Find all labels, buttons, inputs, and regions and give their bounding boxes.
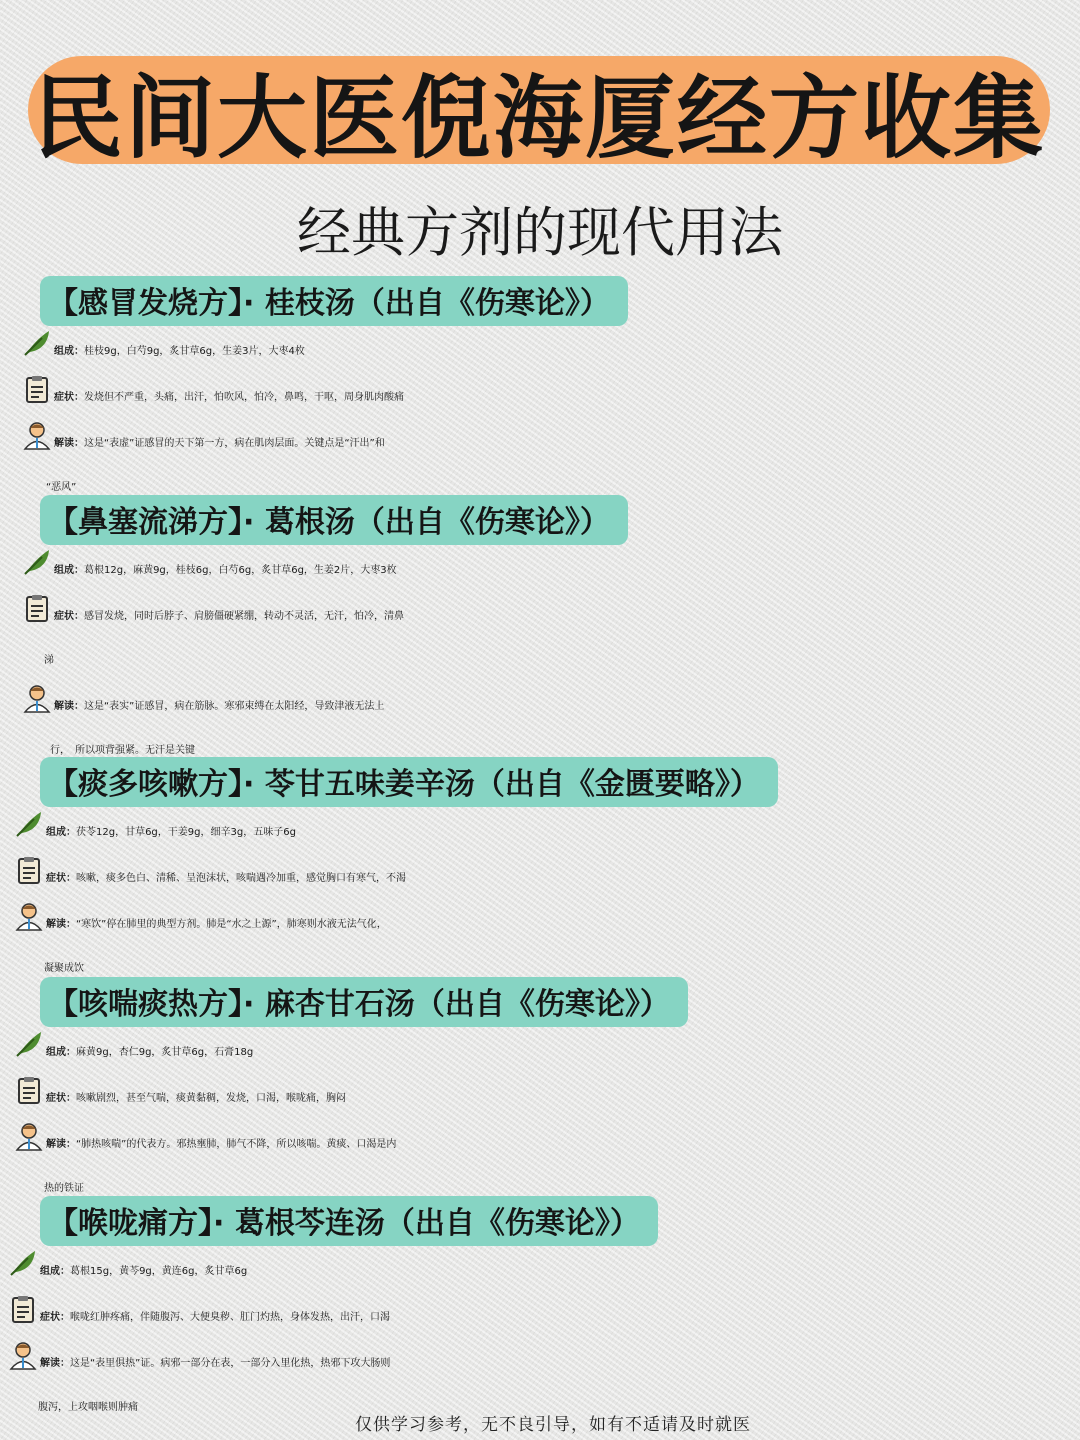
symptoms-label: 症状： <box>46 873 76 884</box>
interpret-text: “寒饮”停在肺里的典型方剂。肺是“水之上源”，肺寒则水液无法气化， <box>76 919 387 930</box>
leaf-icon <box>8 1248 38 1278</box>
interpret-continuation: 腹泻，上攻咽喉则肿痛 <box>38 1402 138 1413</box>
leaf-icon <box>22 547 52 577</box>
leaf-icon <box>14 809 44 839</box>
composition-row <box>0 547 1080 593</box>
formula-section-1 <box>0 276 1080 510</box>
clipboard-icon <box>14 855 44 885</box>
interpret-text: 这是“表虚”证感冒的天下第一方，病在肌肉层面。关键点是“汗出”和 <box>84 438 385 449</box>
doctor-icon <box>14 1121 44 1151</box>
composition-row <box>0 1248 1080 1294</box>
interpret-label: 解读： <box>46 1139 76 1150</box>
section-heading: 【咳喘痰热方】· 麻杏甘石汤（出自《伤寒论》） <box>40 977 688 1027</box>
interpret-row <box>0 1121 1080 1167</box>
composition-label: 组成： <box>46 827 76 838</box>
symptoms-text: 咳嗽剧烈，甚至气喘，痰黄黏稠，发烧，口渴，喉咙痛，胸闷 <box>76 1093 346 1104</box>
symptoms-row <box>0 374 1080 420</box>
doctor-icon <box>22 420 52 450</box>
interpret-text: “肺热咳喘”的代表方。邪热壅肺，肺气不降，所以咳喘。黄痰、口渴是内 <box>76 1139 397 1150</box>
section-heading: 【痰多咳嗽方】· 苓甘五味姜辛汤（出自《金匮要略》） <box>40 757 778 807</box>
symptoms-text: 喉咙红肿疼痛，伴随腹泻、大便臭秽、肛门灼热，身体发热，出汗，口渴 <box>70 1312 390 1323</box>
symptoms-row <box>0 593 1080 639</box>
composition-row <box>0 328 1080 374</box>
clipboard-icon <box>22 593 52 623</box>
composition-text: 葛根12g，麻黄9g，桂枝6g，白芍6g，炙甘草6g，生姜2片，大枣3枚 <box>84 565 397 576</box>
interpret-row <box>0 1340 1080 1386</box>
symptoms-label: 症状： <box>46 1093 76 1104</box>
clipboard-icon <box>14 1075 44 1105</box>
composition-text: 桂枝9g，白芍9g，炙甘草6g，生姜3片，大枣4枚 <box>84 346 305 357</box>
interpret-text: 这是“表实”证感冒，病在筋脉。寒邪束缚在太阳经，导致津液无法上 <box>84 701 385 712</box>
doctor-icon <box>22 683 52 713</box>
interpret-label: 解读： <box>54 438 84 449</box>
symptoms-label: 症状： <box>54 611 84 622</box>
composition-row <box>0 809 1080 855</box>
composition-label: 组成： <box>40 1266 70 1277</box>
doctor-icon <box>14 901 44 931</box>
clipboard-icon <box>8 1294 38 1324</box>
formula-section-4 <box>0 977 1080 1211</box>
interpret-row <box>0 683 1080 729</box>
interpret-continuation: “恶风” <box>46 482 77 493</box>
composition-label: 组成： <box>54 565 84 576</box>
composition-text: 麻黄9g，杏仁9g，炙甘草6g，石膏18g <box>76 1047 254 1058</box>
section-heading: 【感冒发烧方】· 桂枝汤（出自《伤寒论》） <box>40 276 628 326</box>
composition-label: 组成： <box>46 1047 76 1058</box>
disclaimer-footer: 仅供学习参考，无不良引导，如有不适请及时就医 <box>355 1415 751 1435</box>
section-heading: 【鼻塞流涕方】· 葛根汤（出自《伤寒论》） <box>40 495 628 545</box>
doctor-icon <box>8 1340 38 1370</box>
symptoms-row <box>0 855 1080 901</box>
symptoms-text: 感冒发烧，同时后脖子、肩膀僵硬紧绷，转动不灵活，无汗，怕冷，清鼻 <box>84 611 404 622</box>
interpret-label: 解读： <box>54 701 84 712</box>
interpret-row <box>0 420 1080 466</box>
leaf-icon <box>22 328 52 358</box>
page-title: 民间大医倪海厦经方收集 <box>33 66 1045 171</box>
interpret-label: 解读： <box>40 1358 70 1369</box>
interpret-continuation: 行， 所以项背强紧。无汗是关键 <box>50 745 195 756</box>
symptoms-label: 症状： <box>54 392 84 403</box>
page-subtitle: 经典方剂的现代用法 <box>297 201 783 264</box>
section-heading: 【喉咙痛方】· 葛根芩连汤（出自《伤寒论》） <box>40 1196 658 1246</box>
interpret-row <box>0 901 1080 947</box>
title-banner <box>28 56 1050 171</box>
composition-row <box>0 1029 1080 1075</box>
symptoms-row <box>0 1294 1080 1340</box>
composition-label: 组成： <box>54 346 84 357</box>
interpret-continuation: 热的铁证 <box>44 1183 84 1194</box>
composition-text: 茯苓12g，甘草6g，干姜9g，细辛3g，五味子6g <box>76 827 296 838</box>
formula-section-5 <box>0 1196 1080 1430</box>
symptoms-row <box>0 1075 1080 1121</box>
composition-text: 葛根15g，黄芩9g，黄连6g，炙甘草6g <box>70 1266 248 1277</box>
formula-section-2 <box>0 495 1080 773</box>
clipboard-icon <box>22 374 52 404</box>
symptoms-label: 症状： <box>40 1312 70 1323</box>
symptoms-text: 发烧但不严重，头痛，出汗，怕吹风，怕冷，鼻鸣，干呕，周身肌肉酸痛 <box>84 392 404 403</box>
leaf-icon <box>14 1029 44 1059</box>
interpret-text: 这是“表里俱热”证。病邪一部分在表，一部分入里化热，热邪下攻大肠则 <box>70 1358 391 1369</box>
formula-section-3 <box>0 757 1080 991</box>
interpret-continuation: 凝聚成饮 <box>44 963 84 974</box>
interpret-label: 解读： <box>46 919 76 930</box>
symptoms-continuation: 涕 <box>44 655 54 666</box>
symptoms-text: 咳嗽，痰多色白、清稀、呈泡沫状，咳喘遇冷加重，感觉胸口有寒气，不渴 <box>76 873 406 884</box>
